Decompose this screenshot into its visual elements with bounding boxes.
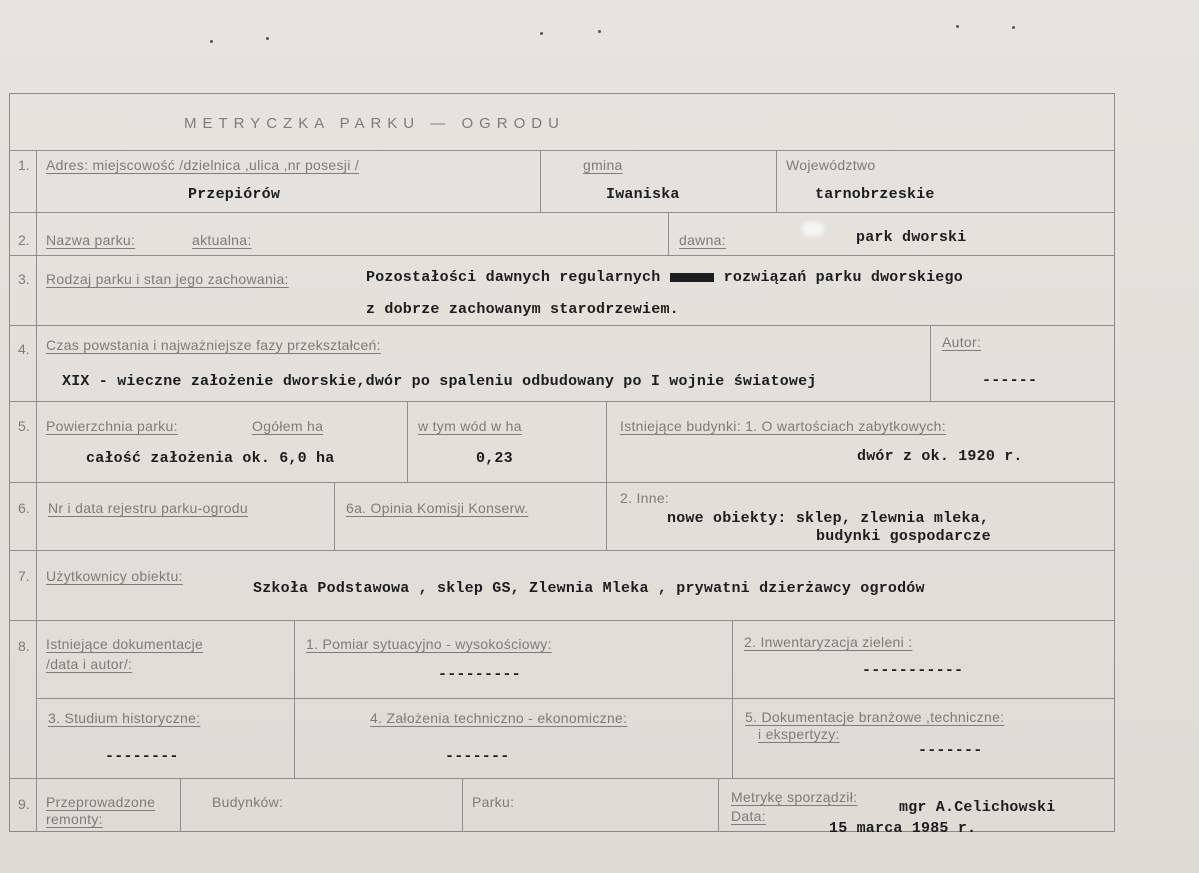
prepared-by-value: mgr A.Celichowski: [899, 799, 1056, 816]
ink-speck: [1012, 26, 1015, 29]
park-type-value-line2: z dobrze zachowanym starodrzewiem.: [366, 301, 679, 318]
register-label: Nr i data rejestru parku-ogrodu: [48, 500, 248, 516]
historical-study-label: 3. Studium historyczne:: [48, 710, 201, 726]
park-type-label: Rodzaj parku i stan jego zachowania:: [46, 271, 289, 287]
current-name-label: aktualna:: [192, 232, 252, 248]
technical-assumptions-value: -------: [445, 748, 510, 765]
row-number: 4.: [18, 341, 30, 357]
row-divider: [9, 778, 1115, 779]
struck-out-word: xxxxxxxx: [669, 272, 715, 282]
park-type-value: [366, 269, 963, 286]
park-area-label: Powierzchnia parku:: [46, 418, 178, 434]
date-value: 15 marca 1985 r.: [829, 820, 977, 837]
cell-divider: [776, 150, 777, 212]
gmina-label: gmina: [583, 157, 623, 173]
row-divider: [9, 550, 1115, 551]
row-number: 2.: [18, 232, 30, 248]
sector-docs-value: -------: [918, 742, 983, 759]
address-value: Przepiórów: [188, 186, 281, 203]
existing-buildings-label: Istniejące budynki: 1. O wartościach zabytkowych:: [620, 418, 946, 434]
former-name-label: dawna:: [679, 232, 726, 248]
cell-divider: [606, 482, 607, 550]
row-number: 3.: [18, 271, 30, 287]
cell-divider: [407, 401, 408, 482]
repairs-label: Przeprowadzone: [46, 794, 156, 810]
survey-value: ---------: [438, 666, 521, 683]
former-name-value: park dworski: [856, 229, 967, 246]
buildings-repairs-label: Budynków:: [212, 794, 284, 810]
water-area-label: w tym wód w ha: [418, 418, 522, 434]
row-divider: [36, 698, 1115, 699]
voivodeship-value: tarnobrzeskie: [815, 186, 935, 203]
users-value: Szkoła Podstawowa , sklep GS, Zlewnia Mleka , prywatni dzierżawcy ogrodów: [253, 580, 925, 597]
cell-divider: [718, 778, 719, 832]
greenery-inventory-value: -----------: [862, 662, 964, 679]
total-ha-label: Ogółem ha: [252, 418, 324, 434]
row-divider: [9, 401, 1115, 402]
row-divider: [9, 255, 1115, 256]
author-label: Autor:: [942, 334, 982, 350]
history-phases-value: XIX - wieczne założenie dworskie,dwór po spaleniu odbudowany po I wojnie światowej: [62, 373, 817, 390]
form-title: METRYCZKA PARKU — OGRODU: [184, 115, 565, 132]
park-type-text-2: rozwiązań parku dworskiego: [723, 269, 963, 286]
historic-buildings-value: dwór z ok. 1920 r.: [857, 448, 1023, 465]
greenery-inventory-label: 2. Inwentaryzacja zieleni :: [744, 634, 913, 650]
park-name-label: Nazwa parku:: [46, 232, 136, 248]
users-label: Użytkownicy obiektu:: [46, 568, 183, 584]
row-number: 7.: [18, 568, 30, 584]
other-buildings-value-2: budynki gospodarcze: [816, 528, 991, 545]
row-divider: [9, 325, 1115, 326]
historical-study-value: --------: [105, 748, 179, 765]
cell-divider: [668, 212, 669, 255]
existing-docs-label: Istniejące dokumentacje: [46, 636, 204, 652]
gmina-value: Iwaniska: [606, 186, 680, 203]
cell-divider: [540, 150, 541, 212]
repairs-label-2: remonty:: [46, 811, 103, 827]
row-divider: [9, 482, 1115, 483]
row-number: 8.: [18, 638, 30, 654]
row-number: 9.: [18, 796, 30, 812]
ink-speck: [598, 30, 601, 33]
row-divider: [9, 150, 1115, 151]
row-divider: [9, 620, 1115, 621]
ink-speck: [956, 25, 959, 28]
row-number: 6.: [18, 500, 30, 516]
park-area-value: całość założenia ok. 6,0 ha: [86, 450, 335, 467]
cell-divider: [334, 482, 335, 550]
other-buildings-label: 2. Inne:: [620, 490, 670, 506]
prepared-by-label: Metrykę sporządził:: [731, 789, 858, 805]
cell-divider: [930, 325, 931, 401]
row-number: 1.: [18, 157, 30, 173]
history-phases-label: Czas powstania i najważniejsze fazy przekształceń:: [46, 337, 381, 353]
cell-divider: [294, 620, 295, 778]
ink-speck: [210, 40, 213, 43]
cell-divider: [606, 401, 607, 482]
park-repairs-label: Parku:: [472, 794, 515, 810]
cell-divider: [462, 778, 463, 832]
author-value: ------: [982, 372, 1038, 389]
row-divider: [9, 212, 1115, 213]
ink-speck: [266, 37, 269, 40]
address-label: Adres: miejscowość /dzielnica ,ulica ,nr posesji /: [46, 157, 360, 173]
row-number: 5.: [18, 418, 30, 434]
ink-speck: [540, 32, 543, 35]
existing-docs-label-2: /data i autor/:: [46, 656, 133, 672]
survey-label: 1. Pomiar sytuacyjno - wysokościowy:: [306, 636, 552, 652]
date-label: Data:: [731, 808, 766, 824]
other-buildings-value-1: nowe obiekty: sklep, zlewnia mleka,: [667, 510, 990, 527]
voivodeship-label: Województwo: [786, 157, 876, 173]
park-type-text-1: Pozostałości dawnych regularnych: [366, 269, 661, 286]
conservation-opinion-label: 6a. Opinia Komisji Konserw.: [346, 500, 529, 516]
water-area-value: 0,23: [476, 450, 513, 467]
number-column-divider: [36, 150, 37, 832]
sector-docs-label: 5. Dokumentacje branżowe ,techniczne:: [745, 709, 1005, 725]
sector-docs-label-2: i ekspertyzy:: [758, 726, 840, 742]
paper-blot: [802, 222, 824, 236]
technical-assumptions-label: 4. Założenia techniczno - ekonomiczne:: [370, 710, 628, 726]
cell-divider: [180, 778, 181, 832]
cell-divider: [732, 620, 733, 778]
